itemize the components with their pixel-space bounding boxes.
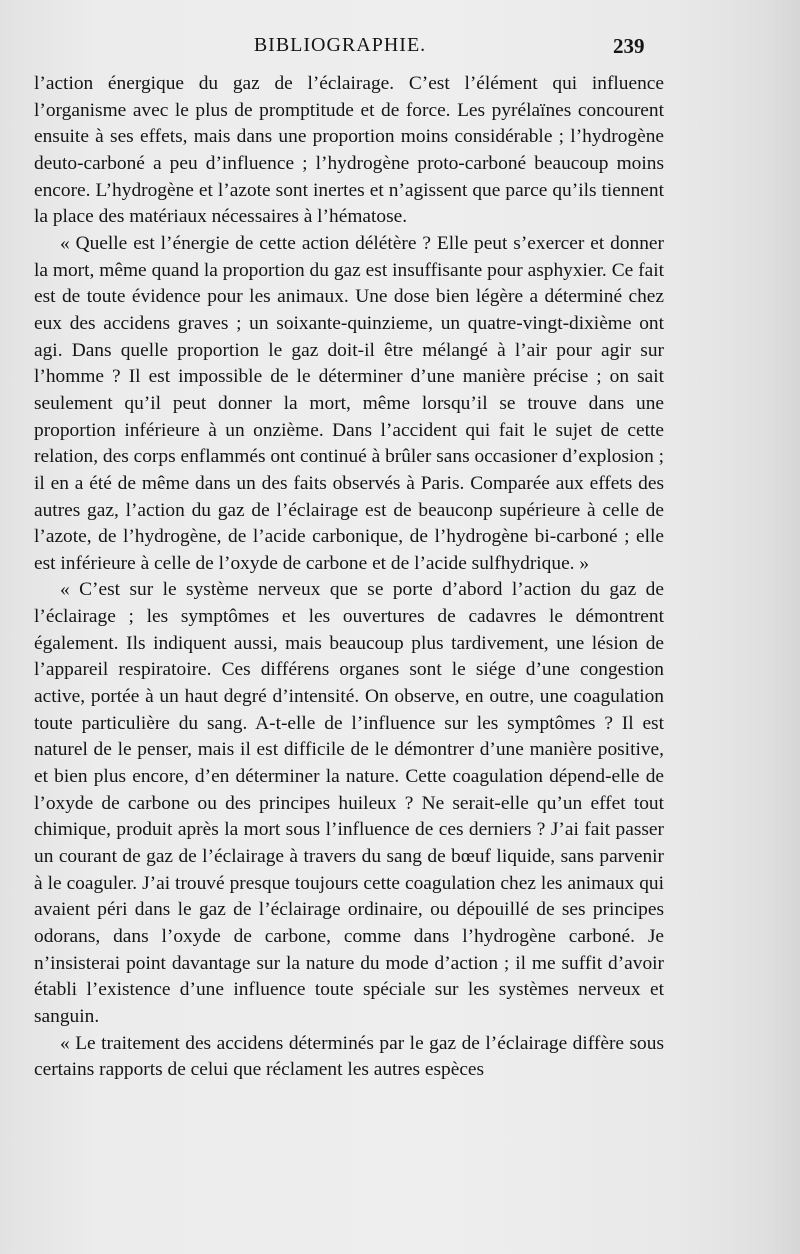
running-header (0, 32, 800, 60)
body-text (34, 71, 664, 1084)
paragraph: « Quelle est l’énergie de cette action délétère ? Elle peut s’exercer et donner la mort, même quand la proportion du gaz est insuffisante pour asphyxier. Ce fait est de toute évidence pour les animaux. Une dose bien légère a déterminé chez eux des accidens graves ; un soixante-quinzieme, un quatre-vingt-dixième ont agi. Dans quelle proportion le gaz doit-il être mélangé à l’air pour agir sur l’homme ? Il est impossible de le déterminer d’une manière précise ; on sait seulement qu’il peut donner la mort, même lorsqu’il se trouve dans une proportion inférieure à un onzième. Dans l’accident qui fait le sujet de cette relation, des corps enflammés ont continué à brûler sans occasioner d’explosion ; il en a été de même dans un des faits observés à Paris. Comparée aux effets des autres gaz, l’action du gaz de l’éclairage est de beauconp supérieure à celle de l’azote, de l’hydrogène, de l’acide carbonique, de l’hydrogène bi-carboné ; elle est inférieure à celle de l’oxyde de carbone et de l’acide sulfhydrique. » (34, 232, 665, 574)
paragraph: « C’est sur le système nerveux que se porte d’abord l’action du gaz de l’éclairage ; les symptômes et les ouvertures de cadavres le démontrent également. Ils indiquent aussi, mais beaucoup plus tardivement, une lésion de l’appareil respiratoire. Ces différens organes sont le siége d’une congestion active, portée à un haut degré d’intensité. On observe, en outre, une coagulation toute particulière du sang. A-t-elle de l’influence sur les symptômes ? Il est naturel de le penser, mais il est difficile de le démontrer d’une manière positive, et bien plus encore, d’en déterminer la nature. Cette coagulation dépend-elle de l’oxyde de carbone ou des principes huileux ? Ne serait-elle qu’un effet tout chimique, produit après la mort sous l’influence de ces derniers ? J’ai fait passer un courant de gaz de l’éclairage à travers du sang de bœuf liquide, sans parvenir à le coaguler. J’ai trouvé presque toujours cette coagulation chez les animaux qui avaient péri dans le gaz de l’éclairage ordinaire, ou dépouillé de ses principes odorans, dans l’oxyde de carbone, comme dans l’hydrogène carboné. Je n’insisterai point davantage sur la nature du mode d’action ; il me suffit d’avoir établi l’existence d’une influence toute spéciale sur les systèmes nerveux et sanguin. (34, 579, 664, 1027)
running-title: BIBLIOGRAPHIE. (253, 34, 427, 56)
paragraph: l’action énergique du gaz de l’éclairage. C’est l’élément qui influence l’organisme avec le plus de promptitude et de force. Les pyrélaïnes concourent ensuite à ses effets, mais dans une proportion moins considérable ; l’hydrogène deuto-carboné a peu d’influence ; l’hydrogène proto-carboné beaucoup moins encore. L’hydrogène et l’azote sont inertes et n’agissent que parce qu’ils tiennent la place des matériaux nécessaires à l’hématose. (34, 73, 664, 228)
page-number: 239 (613, 34, 645, 58)
paragraph: « Le traitement des accidens déterminés par le gaz de l’éclairage diffère sous certains rapports de celui que réclament les autres espèces (34, 1032, 664, 1081)
page-edge-shadow (680, 0, 800, 1254)
